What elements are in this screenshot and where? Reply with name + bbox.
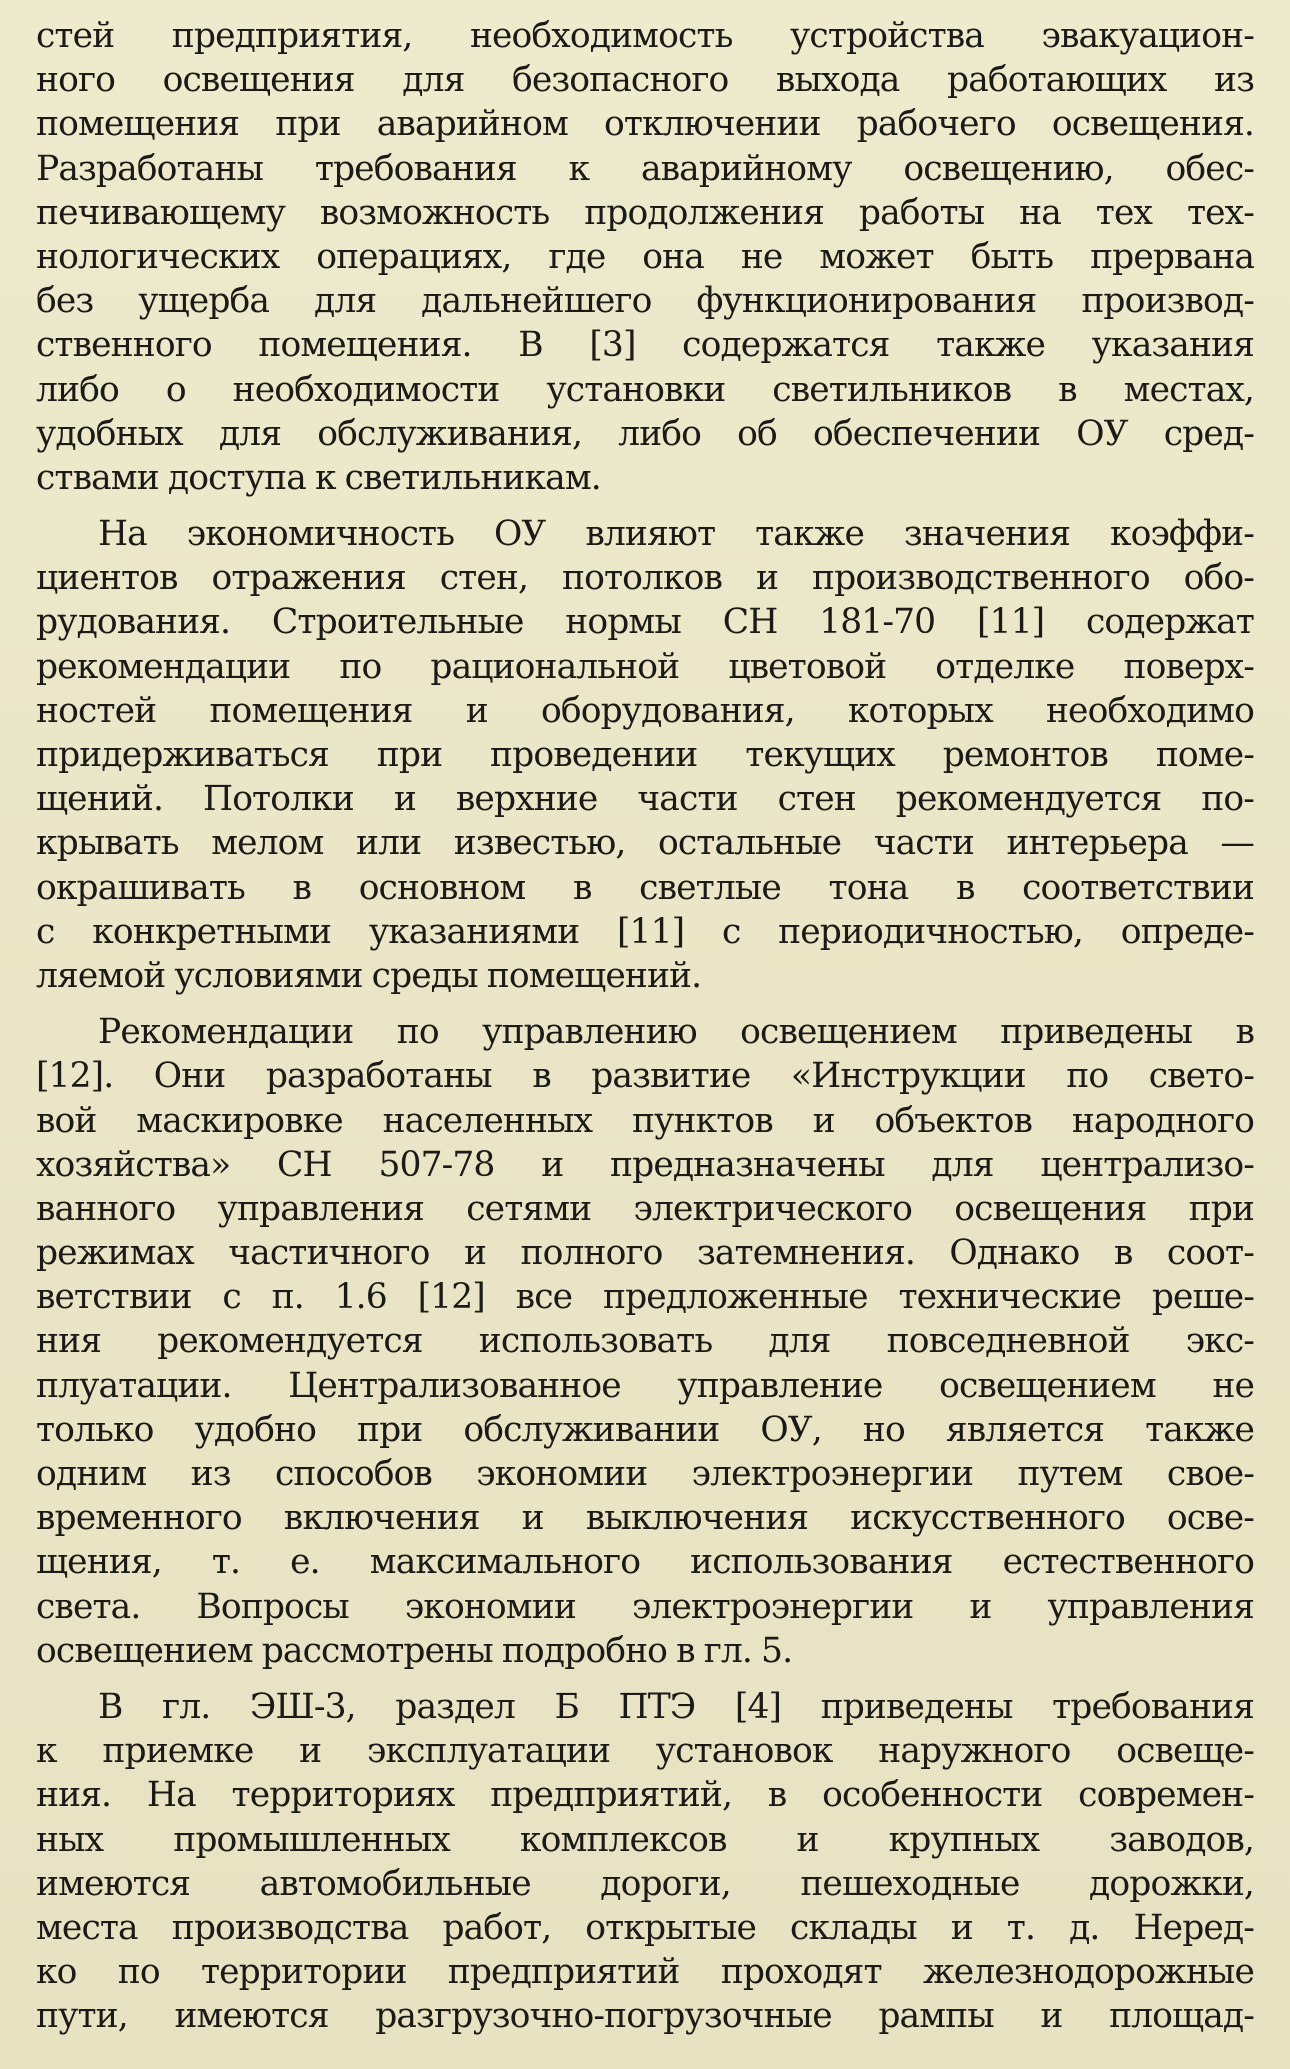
text-line: Разработаны требования к аварийному освещению, обес- bbox=[36, 148, 1254, 189]
text-line: хозяйства» СН 507-78 и предназначены для централизо- bbox=[36, 1144, 1254, 1185]
text-line: рудования. Строительные нормы СН 181-70 [11] содержат bbox=[36, 602, 1254, 643]
text-line: к приемке и эксплуатации установок наружного освеще- bbox=[36, 1731, 1254, 1772]
text-line: печивающему возможность продолжения работы на тех тех- bbox=[36, 192, 1254, 233]
text-line: ностей помещения и оборудования, которых необходимо bbox=[36, 690, 1254, 731]
text-line: света. Вопросы экономии электроэнергии и управления bbox=[36, 1586, 1254, 1627]
text-line: удобных для обслуживания, либо об обеспечении ОУ сред- bbox=[36, 413, 1254, 454]
text-line: ствами доступа к светильникам. bbox=[36, 457, 601, 498]
paragraph-outdoor-lighting bbox=[36, 1685, 1254, 2039]
text-line: ственного помещения. В [3] содержатся также указания bbox=[36, 325, 1254, 366]
text-line: плуатации. Централизованное управление освещением не bbox=[36, 1365, 1254, 1406]
text-line: щений. Потолки и верхние части стен рекомендуется по- bbox=[36, 779, 1254, 820]
text-line: временного включения и выключения искусственного осве- bbox=[36, 1498, 1254, 1539]
text-line: имеются автомобильные дороги, пешеходные дорожки, bbox=[36, 1863, 1254, 1904]
text-line: ного освещения для безопасного выхода работающих из bbox=[36, 60, 1254, 101]
text-line: ния. На территориях предприятий, в особенности современ- bbox=[36, 1775, 1254, 1816]
text-line: одним из способов экономии электроэнергии путем свое- bbox=[36, 1454, 1254, 1494]
text-line: вой маскировке населенных пунктов и объектов народного bbox=[36, 1100, 1254, 1141]
text-line-first: На экономичность ОУ влияют также значения коэффи- bbox=[98, 514, 1254, 555]
text-line: ветствии с п. 1.6 [12] все предложенные технические реше- bbox=[36, 1277, 1254, 1318]
text-line: [12]. Они разработаны в развитие «Инструкции по свето- bbox=[36, 1056, 1254, 1097]
text-line: циентов отражения стен, потолков и производственного обо- bbox=[36, 558, 1254, 599]
text-line: места производства работ, открытые склады и т. д. Неред- bbox=[36, 1907, 1254, 1948]
text-line: ляемой условиями среды помещений. bbox=[36, 955, 702, 996]
text-line: освещением рассмотрены подробно в гл. 5. bbox=[36, 1630, 793, 1671]
text-line: ных промышленных комплексов и крупных заводов, bbox=[36, 1819, 1254, 1860]
text-line: стей предприятия, необходимость устройства эвакуацион- bbox=[36, 16, 1254, 56]
paragraph-gap bbox=[36, 1673, 1254, 1685]
text-line: режимах частичного и полного затемнения. Однако в соот- bbox=[36, 1233, 1254, 1274]
text-line: щения, т. е. максимального использования естественного bbox=[36, 1542, 1254, 1583]
text-line: ванного управления сетями электрического освещения при bbox=[36, 1188, 1254, 1229]
text-line-first: В гл. ЭШ-3, раздел Б ПТЭ [4] приведены требования bbox=[98, 1686, 1254, 1727]
text-line: с конкретными указаниями [11] с периодичностью, опреде- bbox=[36, 911, 1254, 952]
text-line: нологических операциях, где она не может быть прервана bbox=[36, 236, 1254, 277]
text-line: пути, имеются разгрузочно-погрузочные рампы и площад- bbox=[36, 1996, 1254, 2037]
text-line: помещения при аварийном отключении рабочего освещения. bbox=[36, 104, 1254, 145]
text-line: придерживаться при проведении текущих ремонтов поме- bbox=[36, 735, 1254, 775]
text-line: ко по территории предприятий проходят железнодорожные bbox=[36, 1952, 1254, 1993]
paragraph-lighting-control bbox=[36, 1010, 1254, 1673]
text-line: крывать мелом или известью, остальные части интерьера — bbox=[36, 823, 1254, 864]
paragraph-gap bbox=[36, 998, 1254, 1010]
text-line: только удобно при обслуживании ОУ, но является также bbox=[36, 1409, 1254, 1450]
text-line: ния рекомендуется использовать для повседневной экс- bbox=[36, 1321, 1254, 1362]
text-line: окрашивать в основном в светлые тона в соответствии bbox=[36, 867, 1254, 908]
paragraph-gap bbox=[36, 500, 1254, 512]
text-line: либо о необходимости установки светильников в местах, bbox=[36, 369, 1254, 410]
text-line-first: Рекомендации по управлению освещением приведены в bbox=[98, 1012, 1254, 1053]
paragraph-emergency-lighting bbox=[36, 14, 1254, 500]
paragraph-reflection-coefficients bbox=[36, 512, 1254, 998]
text-line: рекомендации по рациональной цветовой отделке поверх- bbox=[36, 646, 1254, 687]
text-line: без ущерба для дальнейшего функционирования производ- bbox=[36, 281, 1254, 322]
